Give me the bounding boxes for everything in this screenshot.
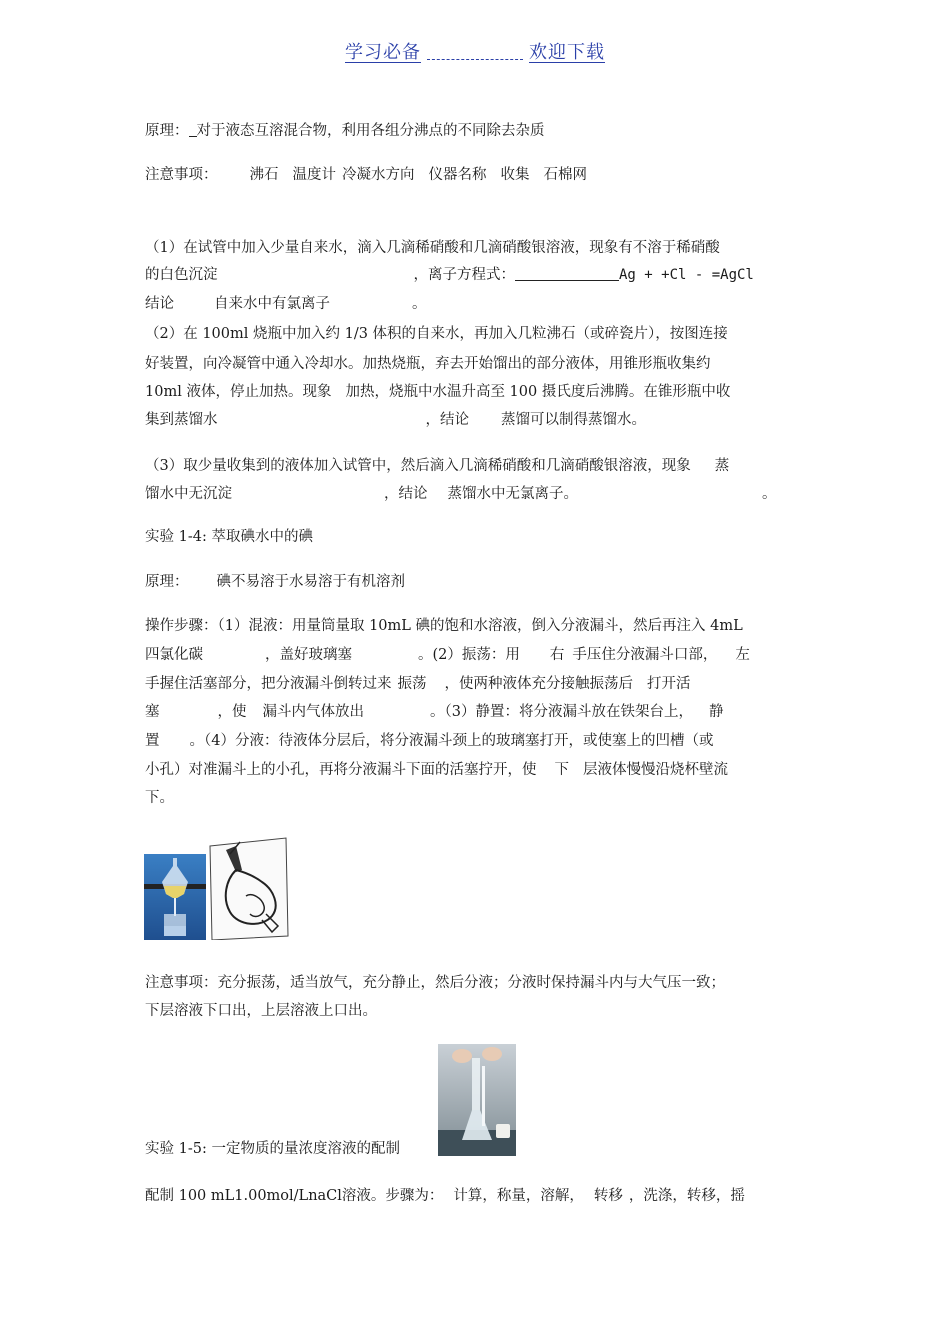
step1-text: 结论 (145, 296, 174, 312)
notes-item: 仪器名称 (428, 167, 487, 183)
op-text: 小孔）对准漏斗上的小孔，再将分液漏斗下面的活塞拧开，使 (145, 762, 537, 778)
separatory-funnel-photo (144, 854, 206, 940)
exp15-answer-text: 转移 (593, 1188, 623, 1204)
step2-line3 (145, 383, 810, 401)
step3-answer-text: 蒸 (714, 458, 730, 474)
op-text: ，盖好 (265, 647, 309, 663)
step2-answer-text: 加热，烧瓶中水温升高至 100 摄氏度后沸腾。在锥形瓶中收 (345, 384, 731, 400)
op-text: 手握住活塞部分，把分液漏斗倒转过来 (145, 676, 392, 692)
step2-conclusion-text: 蒸馏可以制得蒸馏水。 (501, 412, 646, 428)
op-answer (633, 676, 691, 693)
step2-answer-text: 集到蒸馏水 (145, 412, 218, 428)
op-answer-text: 置 (145, 733, 160, 749)
exp14-principle (145, 573, 810, 591)
header-right-text: 欢迎下载 (529, 42, 605, 63)
notes-item: 石棉网 (543, 167, 587, 183)
step3-text: （3）取少量收集到的液体加入试管中，然后滴入几滴稀硝酸和几滴硝酸银溶液，现象 (145, 458, 691, 474)
step3-conclusion (428, 486, 763, 503)
step1-line1 (145, 239, 810, 257)
exp15-title: 实验 1-5: 一定物质的量浓度溶液的配制 (145, 1141, 400, 1157)
step1-text: 。 (412, 296, 427, 312)
step1-line3 (145, 295, 810, 313)
principle-text: 对于液态互溶混合物，利用各组分沸点的不同 (196, 123, 487, 139)
principle-highlight: 除去杂质 (486, 123, 545, 139)
notes-label: 注意事项： (145, 167, 218, 183)
op-answer-text: 玻璃塞 (308, 647, 352, 663)
step3-line1 (145, 457, 810, 475)
exp14-op-line5 (145, 732, 810, 750)
op-answer-text: 振荡 (397, 676, 427, 692)
exp14-principle-label: 原理： (145, 574, 189, 590)
step3-conclusion-text: 蒸馏水中无氯离子。 (447, 486, 578, 502)
exp14-notes-line2: 下层溶液下口出，上层溶液上口出。 (145, 1003, 377, 1019)
op-answer-text: 打开活 (647, 676, 691, 692)
step2-line2: 好装置，向冷凝管中通入冷却水。加热烧瓶，弃去开始馏出的部分液体，用锥形瓶收集约 (145, 356, 711, 372)
step3-line2 (145, 485, 810, 503)
op-text: ，使两种液体充分接触振荡后 (444, 676, 633, 692)
exp15-answer (443, 1188, 745, 1205)
exp14-op-line7: 下。 (145, 790, 174, 806)
step3-answer-text: 馏水中无沉淀 (145, 486, 232, 502)
exp14-op-line2 (145, 646, 810, 664)
step1-line2 (145, 266, 810, 284)
notes-item: 收集 (500, 167, 530, 183)
step2-answer (145, 412, 426, 429)
header-left-text: 学习必备 (345, 42, 421, 63)
op-answer (145, 704, 218, 721)
step2-conclusion (469, 412, 646, 429)
op-text: 。（4）分液：待液体分层后，将分液漏斗颈上的玻璃塞打开，或使塞上的凹槽（或 (189, 733, 714, 749)
exp14-principle-answer (189, 574, 406, 591)
shaking-funnel-sketch (206, 836, 290, 940)
notes-item: 温度计 (292, 167, 336, 183)
exp15-answer-text: ，洗涤，转移，摇 (628, 1188, 745, 1204)
step2-text: ，结论 (425, 412, 469, 428)
exp15-answer-text: 计算，称量，溶解， (453, 1188, 584, 1204)
op-text: ，使 (217, 704, 247, 720)
step3-answer (145, 486, 384, 503)
op-answer-text: 下 (554, 762, 569, 778)
step1-conclusion-text: 自来水中有氯离子 (214, 296, 330, 312)
step1-text: ，离子方程式： (413, 267, 515, 283)
exp14-title: 实验 1-4: 萃取碘水中的碘 (145, 529, 313, 545)
notes-item: 沸石 (249, 167, 279, 183)
principle-label: 原理： (145, 123, 189, 139)
exp15-steps (145, 1187, 810, 1205)
ionic-equation: Ag + +Cl - =AgCl (619, 267, 754, 283)
op-answer (537, 762, 584, 779)
principle-line (145, 122, 810, 140)
op-answer-text: 左 (735, 647, 750, 663)
op-text: 。（3）静置：将分液漏斗放在铁架台上， (430, 704, 693, 720)
step2-text: 10ml 液体，停止加热。现象 (145, 384, 332, 400)
step2-answer (331, 384, 730, 401)
notes-items (236, 167, 588, 184)
op-text: 。(2）振荡：用 (418, 647, 520, 663)
step1-text: （1）在试管中加入少量自来水，滴入几滴稀硝酸和几滴硝酸银溶液，现象 (145, 240, 619, 256)
op-answer (145, 647, 265, 664)
op-answer-text: 四氯化碳 (145, 647, 203, 663)
step1-answer: 有不溶于稀硝酸 (618, 240, 720, 256)
step2-line1: （2）在 100ml 烧瓶中加入约 1/3 体积的自来水，再加入几粒沸石（或碎瓷片），按图连接 (145, 326, 728, 342)
step1-conclusion (174, 296, 412, 313)
exp14-op-line6 (145, 761, 810, 779)
op-text: 手压住分液漏斗口部， (572, 647, 718, 663)
step1-answer-text: 的白色沉淀 (145, 267, 218, 283)
step1-answer (145, 267, 414, 284)
op-text: 层液体慢慢沿烧杯壁流 (583, 762, 728, 778)
exp14-op-line4 (145, 703, 810, 721)
op-answer (392, 676, 445, 693)
step3-text: ，结论 (384, 486, 428, 502)
op-answer-text: 右 (549, 647, 565, 663)
exp14-notes-line1: 注意事项：充分振荡，适当放气，充分静止，然后分液；分液时保持漏斗内与大气压一致； (145, 975, 725, 991)
exp15-text: 配制 100 mL1.00mol/LnaCl溶液。步骤为： (145, 1188, 444, 1204)
notes-item: 冷凝水方向 (342, 167, 415, 183)
step3-text: 。 (762, 486, 777, 502)
op-answer (693, 704, 724, 721)
header-dash-line (427, 59, 523, 60)
op-answer-text: 漏斗内气体放出 (262, 704, 364, 720)
op-answer-text: 静 (708, 704, 724, 720)
op-answer (247, 704, 431, 721)
op-answer (520, 647, 573, 664)
op-answer (145, 733, 190, 750)
op-answer-text: 塞 (145, 704, 160, 720)
step2-line4 (145, 411, 810, 429)
op-answer (309, 647, 419, 664)
exp14-op-line1: 操作步骤：（1）混液：用量筒量取 10mL 碘的饱和水溶液，倒入分液漏斗，然后再注入 4mL (145, 618, 743, 634)
step3-answer (691, 458, 730, 475)
op-answer (717, 647, 750, 664)
exp14-op-line3 (145, 675, 810, 693)
exp14-principle-text: 碘不易溶于水易溶于有机溶剂 (216, 574, 405, 590)
page-header (0, 38, 950, 64)
notes-line (145, 166, 810, 184)
